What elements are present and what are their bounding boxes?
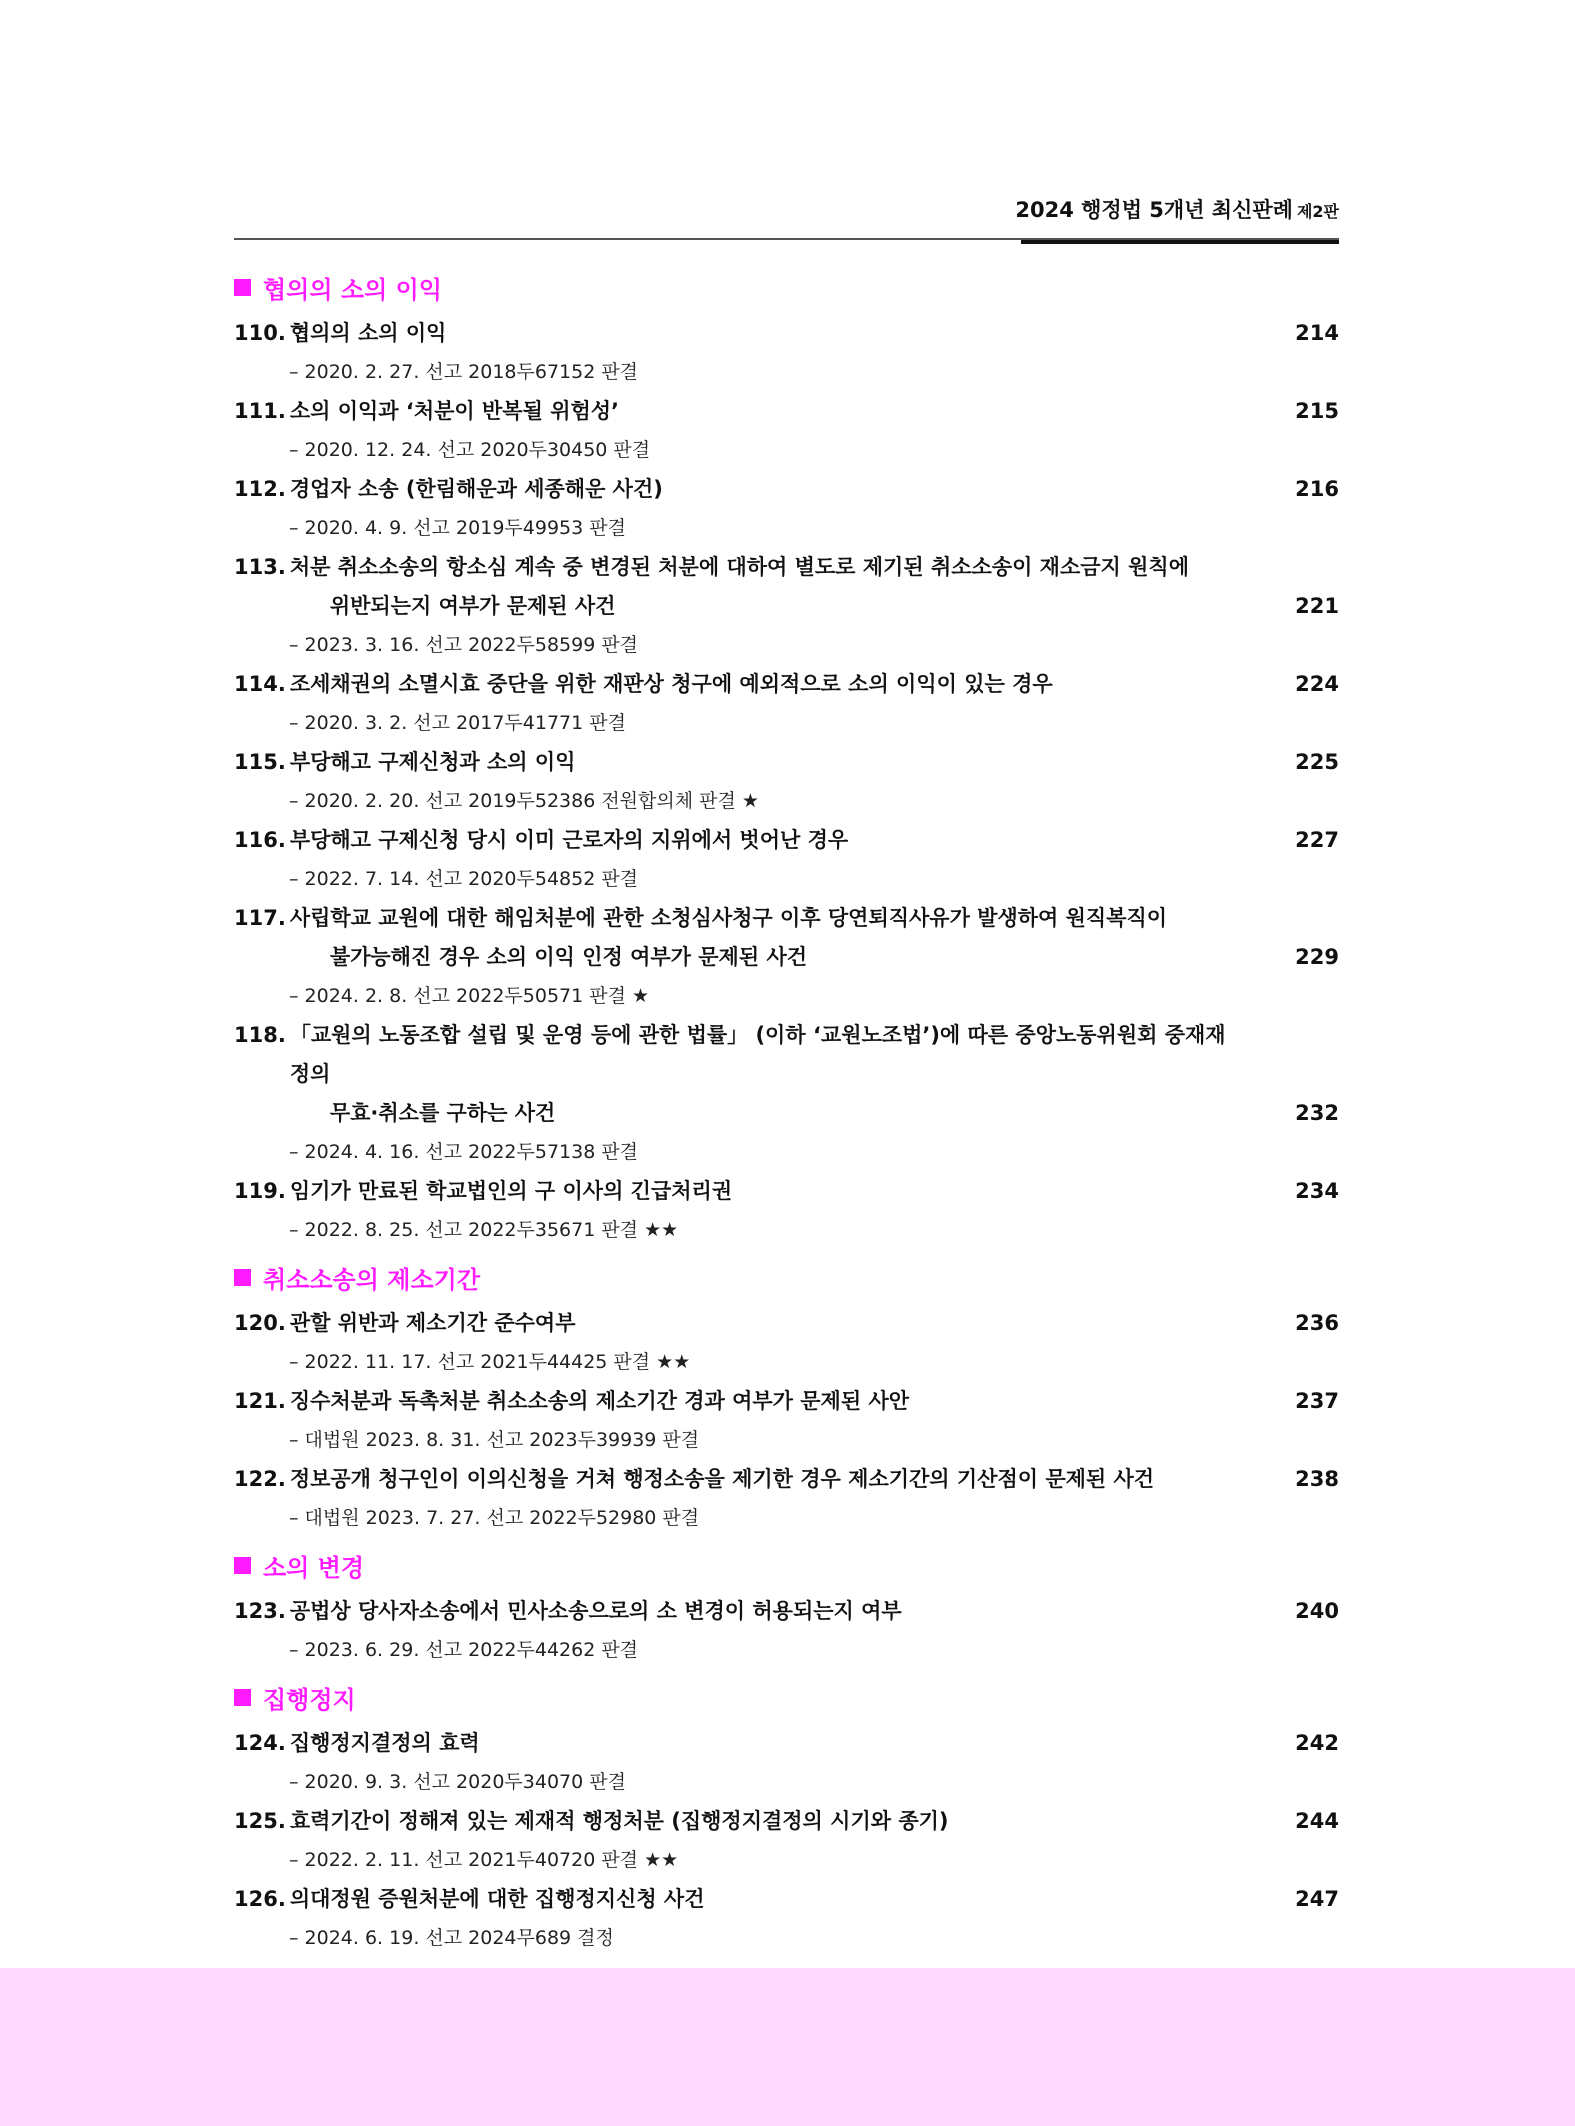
section-heading: [234, 1250, 1339, 1304]
entry-page-number: 238: [1295, 1467, 1339, 1491]
entry-citation: – 2023. 6. 29. 선고 2022두44262 판결: [289, 1639, 639, 1661]
entry-number: 118.: [234, 1023, 286, 1047]
toc-entry[interactable]: [234, 821, 1339, 860]
toc-entry[interactable]: [234, 899, 1339, 977]
entry-page-number: 240: [1295, 1599, 1339, 1623]
section-bullet-icon: [234, 1269, 251, 1286]
toc-entry[interactable]: [234, 1880, 1339, 1919]
entry-citation: – 2024. 6. 19. 선고 2024무689 결정: [289, 1927, 614, 1949]
footer-band: [0, 1968, 1575, 2126]
toc-entry[interactable]: [234, 743, 1339, 782]
entry-page-number: 237: [1295, 1389, 1339, 1413]
entry-title: [290, 1460, 1279, 1499]
section-bullet-icon: [234, 1557, 251, 1574]
section-title: 소의 변경: [263, 1553, 365, 1582]
entry-citation: – 2020. 4. 9. 선고 2019두49953 판결: [289, 517, 626, 539]
entry-citation: – 2020. 12. 24. 선고 2020두30450 판결: [289, 439, 651, 461]
entry-citation: – 2020. 3. 2. 선고 2017두41771 판결: [289, 712, 626, 734]
entry-title: [290, 548, 1279, 626]
entry-number: 121.: [234, 1389, 286, 1413]
entry-page-number: 242: [1295, 1731, 1339, 1755]
entry-page-number: 224: [1295, 672, 1339, 696]
entry-title: [290, 1304, 1279, 1343]
entry-title-line1: 소의 이익과 ‘처분이 반복될 위험성’: [289, 399, 620, 423]
book-title-text: 2024 행정법 5개년 최신판례: [1015, 198, 1293, 222]
running-header: [234, 180, 1339, 240]
entry-title-line1: 정보공개 청구인이 이의신청을 거쳐 행정소송을 제기한 경우 제소기간의 기산점이 문제된 사건: [289, 1467, 1155, 1491]
entry-number: 123.: [234, 1599, 286, 1623]
toc-entry[interactable]: [234, 1802, 1339, 1841]
entry-number: 122.: [234, 1467, 286, 1491]
toc-entry[interactable]: [234, 548, 1339, 626]
entry-title-line1: 임기가 만료된 학교법인의 구 이사의 긴급처리권: [289, 1179, 733, 1203]
entry-title: [290, 392, 1279, 431]
entry-title-line1: 집행정지결정의 효력: [289, 1731, 480, 1755]
entry-title-line1: 「교원의 노동조합 설립 및 운영 등에 관한 법률」 (이하 ‘교원노조법’)에 따른 중앙노동위원회 중재재정의: [289, 1023, 1226, 1086]
entry-title: [290, 1880, 1279, 1919]
entry-citation: – 2024. 2. 8. 선고 2022두50571 판결 ★: [289, 985, 650, 1007]
toc-entry[interactable]: [234, 1724, 1339, 1763]
entry-title: [290, 470, 1279, 509]
entry-title: [290, 1172, 1279, 1211]
entry-title: [290, 1724, 1279, 1763]
entry-title: [290, 1592, 1279, 1631]
section-title: 집행정지: [263, 1685, 356, 1714]
section-heading: [234, 1670, 1339, 1724]
entry-title: [290, 1016, 1279, 1133]
entry-number: 120.: [234, 1311, 286, 1335]
toc-entry[interactable]: [234, 314, 1339, 353]
entry-title-line1: 부당해고 구제신청과 소의 이익: [289, 750, 576, 774]
entry-number: 124.: [234, 1731, 286, 1755]
entry-page-number: 216: [1295, 477, 1339, 501]
entry-title: [290, 1802, 1279, 1841]
toc-entry[interactable]: [234, 1592, 1339, 1631]
entry-citation: – 2020. 2. 27. 선고 2018두67152 판결: [289, 361, 639, 383]
section-bullet-icon: [234, 1689, 251, 1706]
entry-page-number: 229: [1295, 945, 1339, 969]
toc-entry[interactable]: [234, 470, 1339, 509]
entry-number: 119.: [234, 1179, 286, 1203]
entry-citation: – 2020. 9. 3. 선고 2020두34070 판결: [289, 1771, 626, 1793]
entry-citation: – 대법원 2023. 7. 27. 선고 2022두52980 판결: [289, 1507, 700, 1529]
entry-number: 113.: [234, 555, 286, 579]
entry-number: 115.: [234, 750, 286, 774]
entry-number: 117.: [234, 906, 286, 930]
entry-title-line2: 불가능해진 경우 소의 이익 인정 여부가 문제된 사건: [329, 945, 808, 969]
entry-title-line2: 무효·취소를 구하는 사건: [329, 1101, 556, 1125]
entry-page-number: 225: [1295, 750, 1339, 774]
section-title: 취소소송의 제소기간: [263, 1265, 481, 1294]
entry-page-number: 234: [1295, 1179, 1339, 1203]
entry-citation: – 2022. 2. 11. 선고 2021두40720 판결 ★★: [289, 1849, 679, 1871]
entry-citation: – 2023. 3. 16. 선고 2022두58599 판결: [289, 634, 639, 656]
entry-title-line1: 공법상 당사자소송에서 민사소송으로의 소 변경이 허용되는지 여부: [289, 1599, 902, 1623]
entry-title-line1: 경업자 소송 (한림해운과 세종해운 사건): [289, 477, 663, 501]
toc-entry[interactable]: [234, 392, 1339, 431]
table-of-contents: [234, 260, 1339, 1958]
entry-page-number: 214: [1295, 321, 1339, 345]
entry-title: [290, 743, 1279, 782]
book-title: [1015, 194, 1339, 224]
entry-title-line1: 효력기간이 정해져 있는 제재적 행정처분 (집행정지결정의 시기와 종기): [289, 1809, 949, 1833]
entry-title-line1: 협의의 소의 이익: [289, 321, 447, 345]
entry-title-line1: 부당해고 구제신청 당시 이미 근로자의 지위에서 벗어난 경우: [289, 828, 849, 852]
toc-entry[interactable]: [234, 1304, 1339, 1343]
section-heading: [234, 260, 1339, 314]
edition-label: 제2판: [1296, 202, 1339, 221]
entry-page-number: 247: [1295, 1887, 1339, 1911]
entry-title-line1: 징수처분과 독촉처분 취소소송의 제소기간 경과 여부가 문제된 사안: [289, 1389, 910, 1413]
entry-citation: – 2022. 11. 17. 선고 2021두44425 판결 ★★: [289, 1351, 691, 1373]
entry-page-number: 221: [1295, 594, 1339, 618]
entry-title-line1: 사립학교 교원에 대한 해임처분에 관한 소청심사청구 이후 당연퇴직사유가 발생하여 원직복직이: [289, 906, 1168, 930]
entry-citation: – 2022. 8. 25. 선고 2022두35671 판결 ★★: [289, 1219, 679, 1241]
entry-page-number: 227: [1295, 828, 1339, 852]
entry-title-line1: 처분 취소소송의 항소심 계속 중 변경된 처분에 대하여 별도로 제기된 취소소송이 재소금지 원칙에: [289, 555, 1189, 579]
entry-number: 111.: [234, 399, 286, 423]
entry-number: 112.: [234, 477, 286, 501]
entry-number: 126.: [234, 1887, 286, 1911]
entry-citation: – 대법원 2023. 8. 31. 선고 2023두39939 판결: [289, 1429, 700, 1451]
toc-entry[interactable]: [234, 1382, 1339, 1421]
entry-title-line1: 의대정원 증원처분에 대한 집행정지신청 사건: [289, 1887, 705, 1911]
entry-page-number: 236: [1295, 1311, 1339, 1335]
entry-citation: – 2022. 7. 14. 선고 2020두54852 판결: [289, 868, 639, 890]
toc-entry[interactable]: [234, 1460, 1339, 1499]
entry-page-number: 232: [1295, 1101, 1339, 1125]
entry-title: [290, 314, 1279, 353]
section-title: 협의의 소의 이익: [263, 275, 442, 304]
entry-citation: – 2020. 2. 20. 선고 2019두52386 전원합의체 판결 ★: [289, 790, 759, 812]
entry-number: 110.: [234, 321, 286, 345]
entry-page-number: 215: [1295, 399, 1339, 423]
entry-page-number: 244: [1295, 1809, 1339, 1833]
header-rule-accent: [1021, 240, 1339, 244]
entry-number: 125.: [234, 1809, 286, 1833]
entry-title: [290, 1382, 1279, 1421]
entry-title: [290, 665, 1279, 704]
entry-title-line1: 관할 위반과 제소기간 준수여부: [289, 1311, 576, 1335]
section-heading: [234, 1538, 1339, 1592]
entry-title-line1: 조세채권의 소멸시효 중단을 위한 재판상 청구에 예외적으로 소의 이익이 있는 경우: [289, 672, 1053, 696]
entry-title: [290, 821, 1279, 860]
entry-number: 116.: [234, 828, 286, 852]
toc-entry[interactable]: [234, 665, 1339, 704]
section-bullet-icon: [234, 279, 251, 296]
entry-citation: – 2024. 4. 16. 선고 2022두57138 판결: [289, 1141, 639, 1163]
entry-number: 114.: [234, 672, 286, 696]
entry-title: [290, 899, 1279, 977]
entry-title-line2: 위반되는지 여부가 문제된 사건: [329, 594, 616, 618]
toc-entry[interactable]: [234, 1172, 1339, 1211]
toc-entry[interactable]: [234, 1016, 1339, 1133]
